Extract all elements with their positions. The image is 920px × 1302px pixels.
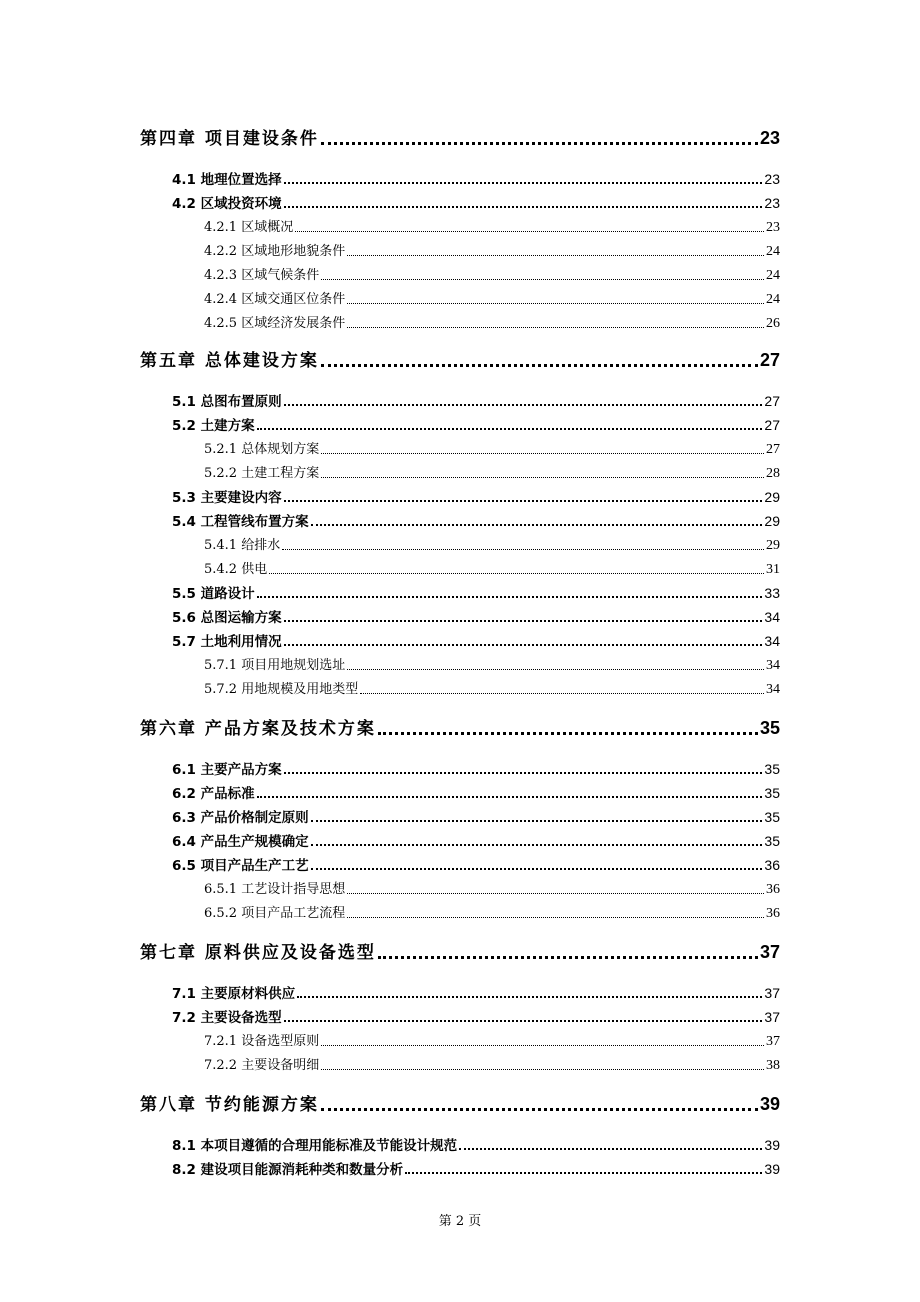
dot-leader <box>378 946 758 959</box>
toc-entry-page: 27 <box>759 350 780 370</box>
toc-entry-page: 29 <box>764 489 780 505</box>
toc-entry-sub[interactable] <box>204 216 780 238</box>
toc-entry-page: 28 <box>766 466 780 481</box>
toc-entry-chapter[interactable] <box>140 346 780 374</box>
dot-leader <box>321 1098 758 1111</box>
toc-entry-title: 5.7.2 用地规模及用地类型 <box>204 682 359 697</box>
toc-entry-page: 36 <box>766 906 780 921</box>
toc-entry-page: 26 <box>766 316 780 331</box>
toc-entry-title: 6.5 项目产品生产工艺 <box>172 858 309 874</box>
toc-entry-sec[interactable] <box>172 806 780 828</box>
toc-entry-sec[interactable] <box>172 630 780 652</box>
toc-entry-page: 24 <box>766 268 780 283</box>
toc-entry-sec[interactable] <box>172 414 780 436</box>
toc-entry-page: 23 <box>764 171 780 187</box>
toc-entry-sec[interactable] <box>172 582 780 604</box>
dot-leader <box>321 469 764 478</box>
toc-entry-sub[interactable] <box>204 1054 780 1076</box>
toc-entry-page: 29 <box>764 513 780 529</box>
toc-entry-title: 8.2 建设项目能源消耗种类和数量分析 <box>172 1162 404 1178</box>
toc-entry-title: 5.2.1 总体规划方案 <box>204 442 320 457</box>
toc-entry-title: 6.3 产品价格制定原则 <box>172 810 309 826</box>
toc-entry-title: 5.5 道路设计 <box>172 586 255 602</box>
dot-leader <box>347 909 764 918</box>
toc-entry-page: 35 <box>764 833 780 849</box>
dot-leader <box>284 764 763 774</box>
toc-entry-chapter[interactable] <box>140 938 780 966</box>
toc-entry-title: 5.3 主要建设内容 <box>172 490 282 506</box>
dot-leader <box>311 812 763 822</box>
toc-entry-sub[interactable] <box>204 654 780 676</box>
toc-entry-sec[interactable] <box>172 390 780 412</box>
toc-entry-title: 4.2.1 区域概况 <box>204 220 294 235</box>
toc-entry-sub[interactable] <box>204 240 780 262</box>
toc-entry-chapter[interactable] <box>140 124 780 152</box>
dot-leader <box>284 1012 763 1022</box>
toc-entry-title: 第七章 原料供应及设备选型 <box>140 943 376 963</box>
dot-leader <box>257 788 763 798</box>
toc-entry-title: 4.2.3 区域气候条件 <box>204 268 320 283</box>
toc-entry-sub[interactable] <box>204 264 780 286</box>
toc-entry-page: 34 <box>764 633 780 649</box>
dot-leader <box>295 223 764 232</box>
toc-entry-page: 34 <box>766 658 780 673</box>
toc-entry-page: 27 <box>766 442 780 457</box>
toc-entry-title: 4.1 地理位置选择 <box>172 172 282 188</box>
toc-entry-title: 7.2.1 设备选型原则 <box>204 1034 320 1049</box>
dot-leader <box>284 492 763 502</box>
toc-entry-sub[interactable] <box>204 878 780 900</box>
toc-entry-title: 第八章 节约能源方案 <box>140 1095 319 1115</box>
toc-entry-page: 35 <box>764 785 780 801</box>
toc-entry-sub[interactable] <box>204 678 780 700</box>
toc-entry-title: 5.4.1 给排水 <box>204 538 281 553</box>
toc-entry-chapter[interactable] <box>140 1090 780 1118</box>
toc-entry-page: 38 <box>766 1058 780 1073</box>
toc-entry-sec[interactable] <box>172 982 780 1004</box>
toc-entry-sec[interactable] <box>172 854 780 876</box>
toc-entry-title: 7.2 主要设备选型 <box>172 1010 282 1026</box>
toc-entry-title: 第四章 项目建设条件 <box>140 129 319 149</box>
dot-leader <box>459 1140 762 1150</box>
toc-entry-title: 6.5.1 工艺设计指导思想 <box>204 882 346 897</box>
toc-entry-title: 7.2.2 主要设备明细 <box>204 1058 320 1073</box>
toc-entry-page: 39 <box>764 1137 780 1153</box>
toc-entry-sub[interactable] <box>204 1030 780 1052</box>
toc-entry-title: 8.1 本项目遵循的合理用能标准及节能设计规范 <box>172 1138 458 1154</box>
toc-entry-page: 23 <box>766 220 780 235</box>
toc-entry-sub[interactable] <box>204 534 780 556</box>
toc-entry-sec[interactable] <box>172 782 780 804</box>
dot-leader <box>284 396 763 406</box>
toc-entry-sec[interactable] <box>172 1158 780 1180</box>
toc-entry-sec[interactable] <box>172 1006 780 1028</box>
toc-entry-title: 5.7 土地利用情况 <box>172 634 282 650</box>
dot-leader <box>284 636 763 646</box>
toc-entry-title: 4.2 区域投资环境 <box>172 196 282 212</box>
dot-leader <box>347 661 764 670</box>
toc-entry-sec[interactable] <box>172 168 780 190</box>
toc-entry-sub[interactable] <box>204 288 780 310</box>
toc-entry-title: 6.1 主要产品方案 <box>172 762 282 778</box>
toc-entry-sub[interactable] <box>204 312 780 334</box>
toc-entry-title: 第六章 产品方案及技术方案 <box>140 719 376 739</box>
toc-entry-page: 36 <box>766 882 780 897</box>
toc-entry-page: 39 <box>764 1161 780 1177</box>
toc-entry-title: 5.4.2 供电 <box>204 562 268 577</box>
dot-leader <box>311 516 763 526</box>
toc-entry-title: 5.6 总图运输方案 <box>172 610 282 626</box>
dot-leader <box>321 1037 764 1046</box>
toc-entry-sec[interactable] <box>172 486 780 508</box>
dot-leader <box>347 319 764 328</box>
dot-leader <box>311 860 763 870</box>
toc-entry-page: 24 <box>766 292 780 307</box>
dot-leader <box>284 612 763 622</box>
toc-entry-sec[interactable] <box>172 830 780 852</box>
toc-entry-page: 31 <box>766 562 780 577</box>
dot-leader <box>347 247 764 256</box>
toc-entry-page: 39 <box>759 1094 780 1114</box>
toc-entry-page: 29 <box>766 538 780 553</box>
toc-entry-title: 5.7.1 项目用地规划选址 <box>204 658 346 673</box>
dot-leader <box>297 988 762 998</box>
toc-entry-page: 33 <box>764 585 780 601</box>
toc-entry-page: 23 <box>759 128 780 148</box>
toc-entry-page: 37 <box>764 985 780 1001</box>
toc-entry-title: 6.2 产品标准 <box>172 786 255 802</box>
dot-leader <box>347 295 764 304</box>
toc-entry-page: 27 <box>764 417 780 433</box>
toc-entry-page: 35 <box>764 761 780 777</box>
toc-entry-sec[interactable] <box>172 758 780 780</box>
toc-entry-title: 4.2.5 区域经济发展条件 <box>204 316 346 331</box>
toc-entry-sec[interactable] <box>172 1134 780 1156</box>
toc-entry-title: 4.2.4 区域交通区位条件 <box>204 292 346 307</box>
dot-leader <box>321 354 758 367</box>
toc-entry-title: 第五章 总体建设方案 <box>140 351 319 371</box>
toc-entry-sub[interactable] <box>204 902 780 924</box>
toc-entry-title: 5.4 工程管线布置方案 <box>172 514 309 530</box>
page-number-footer: 第 2 页 <box>438 1214 482 1229</box>
dot-leader <box>321 1061 764 1070</box>
dot-leader <box>269 565 764 574</box>
dot-leader <box>284 198 763 208</box>
toc-entry-page: 37 <box>759 942 780 962</box>
dot-leader <box>347 885 764 894</box>
toc-entry-page: 37 <box>764 1009 780 1025</box>
toc-entry-page: 35 <box>759 718 780 738</box>
toc-entry-title: 4.2.2 区域地形地貌条件 <box>204 244 346 259</box>
dot-leader <box>321 445 764 454</box>
toc-entry-title: 6.4 产品生产规模确定 <box>172 834 309 850</box>
toc-entry-page: 36 <box>764 857 780 873</box>
dot-leader <box>360 685 764 694</box>
dot-leader <box>282 541 764 550</box>
dot-leader <box>284 174 763 184</box>
toc-entry-title: 5.2.2 土建工程方案 <box>204 466 320 481</box>
toc-entry-chapter[interactable] <box>140 714 780 742</box>
toc-entry-page: 34 <box>766 682 780 697</box>
toc-entry-page: 24 <box>766 244 780 259</box>
toc-entry-page: 37 <box>766 1034 780 1049</box>
toc-entry-page: 35 <box>764 809 780 825</box>
dot-leader <box>257 420 763 430</box>
dot-leader <box>378 722 758 735</box>
toc-entry-title: 7.1 主要原材料供应 <box>172 986 296 1002</box>
dot-leader <box>257 588 763 598</box>
toc-entry-title: 5.2 土建方案 <box>172 418 255 434</box>
dot-leader <box>321 271 764 280</box>
toc-entry-page: 23 <box>764 195 780 211</box>
toc-entry-sub[interactable] <box>204 438 780 460</box>
toc-entry-sub[interactable] <box>204 558 780 580</box>
toc-entry-sub[interactable] <box>204 462 780 484</box>
toc-entry-page: 27 <box>764 393 780 409</box>
dot-leader <box>321 132 758 145</box>
toc-entry-title: 6.5.2 项目产品工艺流程 <box>204 906 346 921</box>
toc-entry-sec[interactable] <box>172 192 780 214</box>
toc-entry-page: 34 <box>764 609 780 625</box>
dot-leader <box>311 836 763 846</box>
dot-leader <box>405 1164 762 1174</box>
toc-entry-title: 5.1 总图布置原则 <box>172 394 282 410</box>
toc-entry-sec[interactable] <box>172 510 780 532</box>
toc-entry-sec[interactable] <box>172 606 780 628</box>
